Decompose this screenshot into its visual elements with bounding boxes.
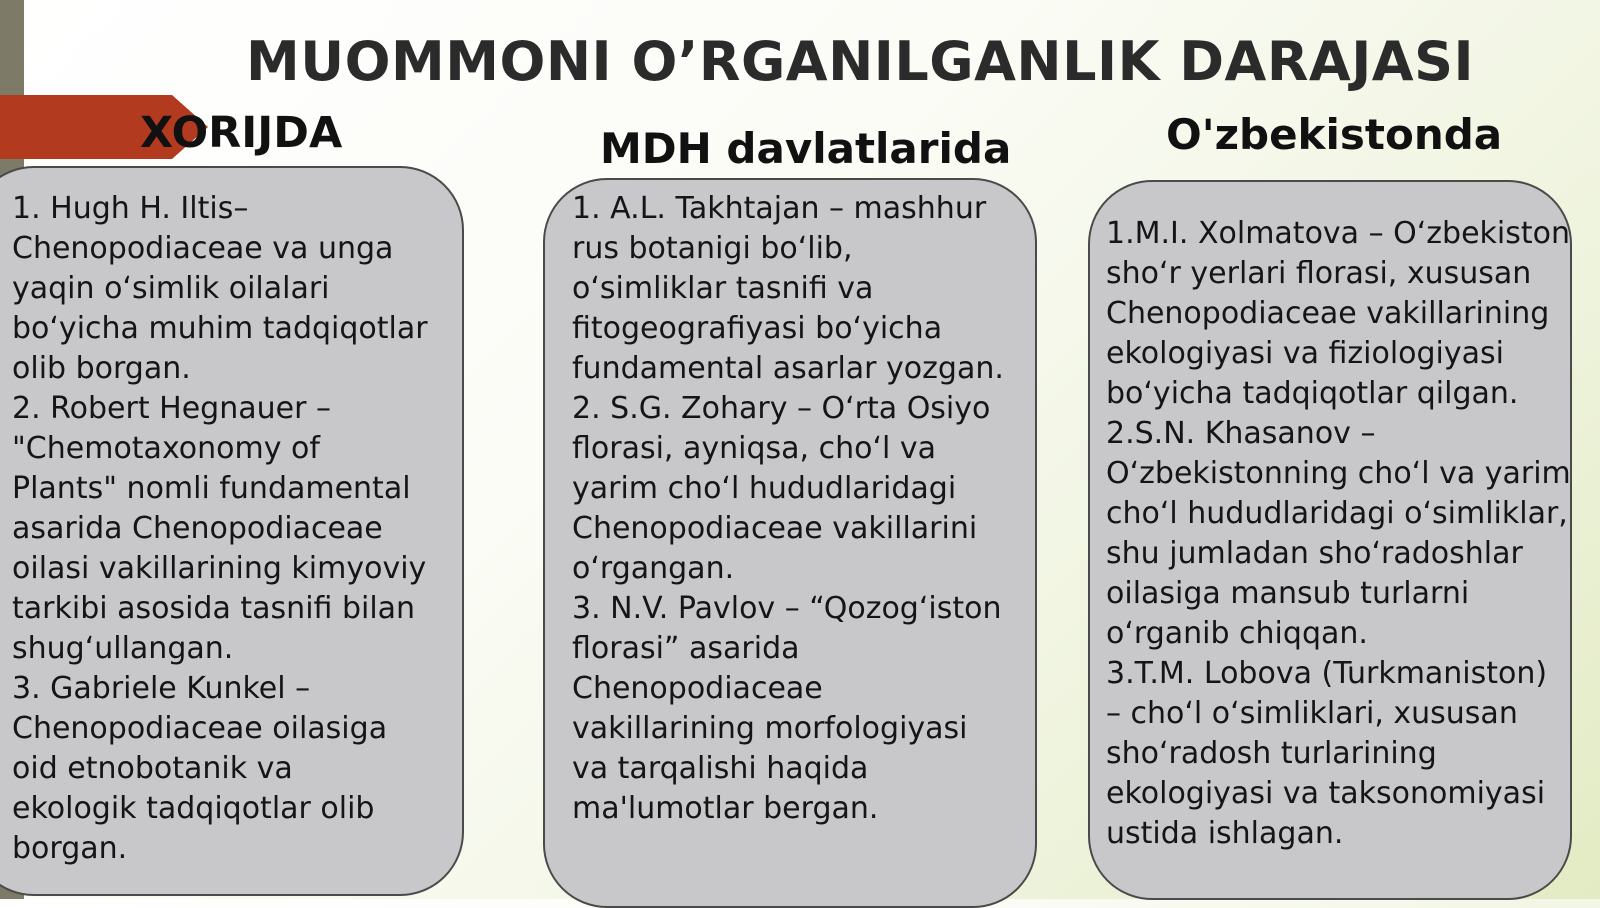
- text-mdh: 1. A.L. Takhtajan – mashhur rus botanigi bo‘lib, o‘simliklar tasnifi va fitogeografiyasi bo‘yicha fundamental asarlar yozgan. 2. S.G. Zohary – O‘rta Osiyo florasi, ayniqsa, cho‘l va yarim cho‘l hududlaridagi Chenopodiaceae vakillarini o‘rgangan. 3. N.V. Pavlov – “Qozog‘iston florasi” asarida Chenopodiaceae vakillarining morfologiyasi va tarqalishi haqida ma'lumotlar bergan.: [572, 191, 1004, 826]
- text-uzbekistan: 1.M.I. Xolmatova – O‘zbekiston sho‘r yerlari florasi, xususan Chenopodiaceae vakillarining ekologiyasi va fiziologiyasi bo‘yicha tadqiqotlar qilgan. 2.S.N. Khasanov – O‘zbekistonning cho‘l va yarim cho‘l hududlaridagi o‘simliklar, shu jumladan sho‘radoshlar oilasiga mansub turlarni o‘rganib chiqqan. 3.T.M. Lobova (Turkmaniston) – cho‘l o‘simliklari, xususan sho‘radosh turlarining ekologiyasi va taksonomiyasi ustida ishlagan.: [1106, 216, 1571, 851]
- heading-xorijda: XORIJDA: [140, 108, 343, 158]
- heading-uzbekistan: O'zbekistonda: [1166, 110, 1503, 159]
- text-xorijda: 1. Hugh H. Iltis– Chenopodiaceae va unga yaqin o‘simlik oilalari bo‘yicha muhim tadqiqotlar olib borgan. 2. Robert Hegnauer – "Chemotaxonomy of Plants" nomli fundamental asarida Chenopodiaceae oilasi vakillarining kimyoviy tarkibi asosida tasnifi bilan shug‘ullangan. 3. Gabriele Kunkel – Chenopodiaceae oilasiga oid etnobotanik va ekologik tadqiqotlar olib borgan.: [12, 191, 428, 866]
- heading-mdh: MDH davlatlarida: [600, 124, 1012, 173]
- slide-title: MUOMMONI O’RGANILGANLIK DARAJASI: [246, 30, 1475, 93]
